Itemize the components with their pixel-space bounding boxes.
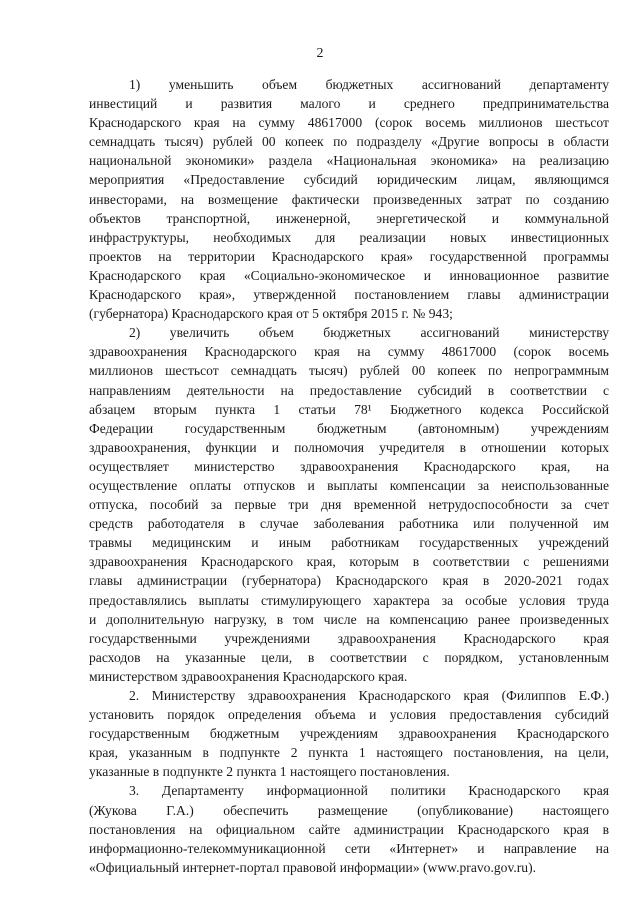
- text-line: инвесторами, на возмещение фактически произведенных затрат по созданию: [89, 191, 609, 207]
- text-line: абзацем вторым пункта 1 статьи 78¹ Бюджетного кодекса Российской: [89, 401, 609, 417]
- text-line: травмы медицинским и иным работникам государственных учреждений: [89, 535, 609, 551]
- text-line: министерством здравоохранения Краснодарского края.: [89, 668, 408, 684]
- text-line: и дополнительную нагрузку, в том числе на компенсацию ранее произведенных: [89, 611, 609, 627]
- text-line: Краснодарского края», утвержденной постановлением главы администрации: [89, 287, 609, 303]
- text-line: мероприятия «Предоставление субсидий юридическим лицам, являющимся: [89, 172, 609, 188]
- text-line: (Жукова Г.А.) обеспечить размещение (опубликование) настоящего: [89, 802, 609, 818]
- text-line: здравоохранения Краснодарского края на сумму 48617000 (сорок восемь: [89, 344, 609, 360]
- text-line: Краснодарского края «Социально-экономическое и инновационное развитие: [89, 267, 609, 283]
- text-line: главы администрации (губернатора) Краснодарского края в 2020-2021 годах: [89, 573, 609, 589]
- text-line: 3. Департаменту информационной политики Краснодарского края: [129, 783, 609, 799]
- paragraph-item-1: [89, 75, 609, 323]
- text-line: расходов на указанные цели, в соответствии с порядком, установленным: [89, 649, 609, 665]
- text-line: (губернатора) Краснодарского края от 5 октября 2015 г. № 943;: [89, 306, 453, 322]
- paragraph-item-3: [89, 686, 609, 781]
- text-line: 2) увеличить объем бюджетных ассигнований министерству: [129, 325, 609, 341]
- text-line: миллионов шестьсот семнадцать тысяч) рублей 00 копеек по непрограммным: [89, 363, 609, 379]
- paragraph-item-4: [89, 781, 609, 876]
- text-line: здравоохранения Краснодарского края, которым в соответствии с решениями: [89, 554, 609, 570]
- text-line: отпуска, пособий за первые три дня временной нетрудоспособности за счет: [89, 497, 609, 513]
- text-line: проектов на территории Краснодарского края» государственной программы: [89, 248, 609, 264]
- text-line: государственным бюджетным учреждениям здравоохранения Краснодарского: [89, 726, 609, 742]
- text-line: осуществление оплаты отпусков и выплаты компенсации за неиспользованные: [89, 477, 609, 493]
- text-line: средств работодателя в случае заболевания работника или полученной им: [89, 516, 609, 532]
- text-line: национальной экономики» раздела «Национальная экономика» на реализацию: [89, 153, 609, 169]
- text-line: направлениям деятельности на предоставление субсидий в соответствии с: [89, 382, 609, 398]
- page-number: 2: [316, 46, 324, 61]
- text-line: 1) уменьшить объем бюджетных ассигнований департаменту: [129, 77, 609, 92]
- text-line: предоставлялись выплаты стимулирующего характера за особые условия труда: [89, 592, 609, 608]
- text-line: установить порядок определения объема и условия предоставления субсидий: [89, 707, 609, 723]
- text-line: Краснодарского края на сумму 48617000 (сорок восемь миллионов шестьсот: [89, 115, 609, 131]
- text-line: семнадцать тысяч) рублей 00 копеек по подразделу «Другие вопросы в области: [89, 134, 609, 150]
- text-line: постановления на официальном сайте администрации Краснодарского края в: [89, 821, 609, 837]
- text-line: объектов транспортной, инженерной, энергетической и коммунальной: [89, 210, 609, 226]
- text-line: «Официальный интернет-портал правовой информации» (www.pravo.gov.ru).: [89, 859, 537, 875]
- text-line: 2. Министерству здравоохранения Краснодарского края (Филиппов Е.Ф.): [129, 688, 609, 703]
- text-line: информационно-телекоммуникационной сети «Интернет» и направление на: [89, 840, 609, 856]
- text-line: инвестиций и развития малого и среднего предпринимательства: [89, 96, 609, 112]
- document-body: [89, 75, 609, 877]
- text-line: государственными учреждениями здравоохранения Краснодарского края: [89, 630, 609, 646]
- text-line: Федерации государственным бюджетным (автономным) учреждениям: [89, 420, 609, 436]
- text-line: указанные в подпункте 2 пункта 1 настоящего постановления.: [89, 764, 450, 780]
- text-line: инфраструктуры, необходимых для реализации новых инвестиционных: [89, 229, 609, 245]
- paragraph-item-2: [89, 323, 609, 686]
- text-line: края, указанным в подпункте 2 пункта 1 настоящего постановления, на цели,: [89, 745, 609, 761]
- text-line: осуществляет министерство здравоохранения Краснодарского края, на: [89, 458, 609, 474]
- text-line: здравоохранения, функции и полномочия учредителя в отношении которых: [89, 439, 609, 455]
